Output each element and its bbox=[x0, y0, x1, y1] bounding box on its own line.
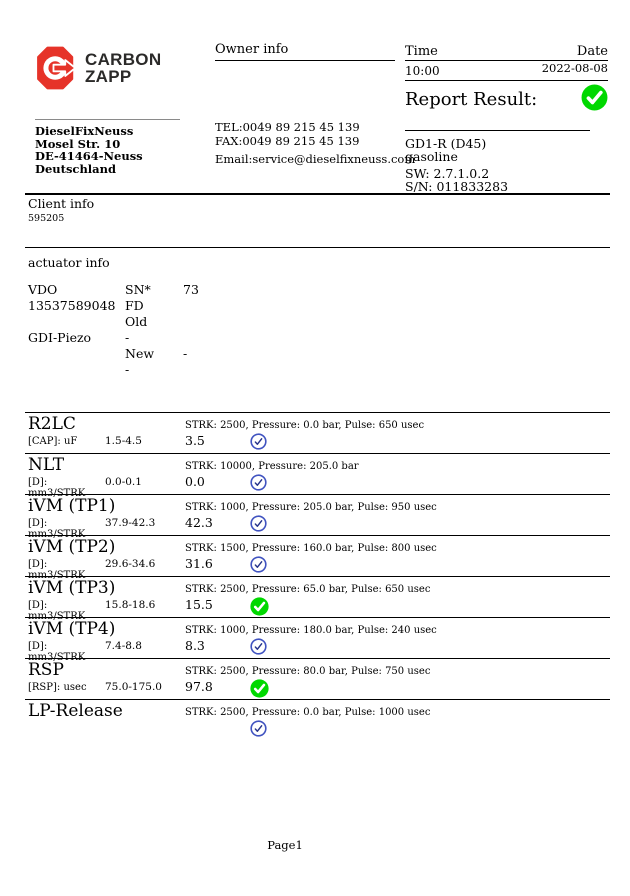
test-pass-icon bbox=[250, 474, 267, 491]
test-pass-icon bbox=[250, 515, 267, 532]
actuator-row bbox=[28, 282, 243, 298]
actuator-field-label: - bbox=[125, 362, 130, 377]
test-unit: [CAP]: uF bbox=[28, 436, 78, 447]
test-range: 7.4-8.8 bbox=[105, 640, 142, 652]
client-info bbox=[28, 196, 94, 224]
test-results-table bbox=[25, 412, 610, 740]
test-row-ivm-tp1 bbox=[25, 494, 610, 540]
actuator-field bbox=[28, 346, 125, 362]
test-pass-icon bbox=[250, 679, 269, 698]
test-unit: [D]: mm3/STRK bbox=[28, 518, 86, 540]
test-pass-icon bbox=[250, 433, 267, 450]
owner-tel: TEL:0049 89 215 45 139 bbox=[215, 120, 360, 134]
actuator-brand: VDO bbox=[28, 282, 58, 297]
test-range: 29.6-34.6 bbox=[105, 558, 156, 570]
test-unit bbox=[28, 720, 105, 723]
date-value: 2022-08-08 bbox=[541, 61, 608, 75]
device-model: GD1-R (D45) bbox=[405, 136, 487, 151]
test-row-nlt bbox=[25, 453, 610, 499]
actuator-field-value bbox=[183, 298, 243, 314]
actuator-field-value bbox=[183, 330, 243, 346]
test-pass-icon bbox=[250, 556, 267, 573]
test-range: 1.5-4.5 bbox=[105, 435, 142, 447]
test-name: RSP bbox=[28, 660, 64, 680]
actuator-row bbox=[28, 346, 243, 362]
actuator-row bbox=[28, 330, 243, 346]
test-unit: [D]: mm3/STRK bbox=[28, 559, 86, 581]
test-conditions: STRK: 2500, Pressure: 0.0 bar, Pulse: 650 usec bbox=[185, 420, 425, 431]
actuator-field bbox=[28, 314, 125, 330]
test-row-ivm-tp2 bbox=[25, 535, 610, 581]
test-value: 15.5 bbox=[185, 597, 213, 612]
test-row-lp-release bbox=[25, 699, 610, 740]
brand-logo bbox=[35, 45, 161, 91]
device-serial-number: S/N: 011833283 bbox=[405, 178, 509, 194]
test-row-rsp bbox=[25, 658, 610, 699]
device-software-version: SW: 2.7.1.0.2 bbox=[405, 166, 490, 181]
owner-fax: FAX:0049 89 215 45 139 bbox=[215, 133, 360, 148]
test-conditions: STRK: 2500, Pressure: 80.0 bar, Pulse: 750 usec bbox=[185, 666, 431, 677]
divider bbox=[25, 193, 610, 195]
test-unit: [D]: mm3/STRK bbox=[28, 477, 86, 499]
test-conditions: STRK: 2500, Pressure: 0.0 bar, Pulse: 1000 usec bbox=[185, 707, 431, 718]
actuator-field-label: FD bbox=[125, 298, 144, 313]
test-unit: [D]: mm3/STRK bbox=[28, 641, 86, 663]
actuator-part-number: 13537589048 bbox=[28, 298, 116, 313]
actuator-field-label: New bbox=[125, 346, 155, 361]
page-number: Page1 bbox=[267, 838, 303, 852]
test-conditions: STRK: 10000, Pressure: 205.0 bar bbox=[185, 461, 359, 472]
test-range: 75.0-175.0 bbox=[105, 681, 162, 693]
test-name: iVM (TP2) bbox=[28, 537, 116, 557]
actuator-field bbox=[28, 362, 125, 378]
carbonzapp-logo-icon bbox=[35, 45, 77, 91]
test-conditions: STRK: 1500, Pressure: 160.0 bar, Pulse: 800 usec bbox=[185, 543, 437, 554]
actuator-field-value: 73 bbox=[183, 282, 199, 297]
test-pass-icon bbox=[250, 720, 267, 737]
actuator-info-grid bbox=[28, 282, 243, 378]
test-range: 37.9-42.3 bbox=[105, 517, 156, 529]
report-result bbox=[405, 84, 608, 115]
owner-country: Deutschland bbox=[35, 161, 117, 176]
report-result-label: Report Result: bbox=[405, 89, 538, 110]
test-conditions: STRK: 2500, Pressure: 65.0 bar, Pulse: 650 usec bbox=[185, 584, 431, 595]
actuator-field-value bbox=[183, 362, 243, 378]
test-value: 42.3 bbox=[185, 515, 213, 530]
device-info bbox=[405, 130, 590, 193]
client-id: 595205 bbox=[28, 213, 65, 224]
time-label: Time bbox=[405, 44, 438, 59]
actuator-field-label: SN* bbox=[125, 282, 151, 297]
owner-name: DieselFixNeuss bbox=[35, 124, 134, 138]
date-label: Date bbox=[576, 44, 608, 59]
test-name: R2LC bbox=[28, 414, 76, 434]
actuator-row bbox=[28, 314, 243, 330]
test-value: 0.0 bbox=[185, 474, 205, 489]
test-row-ivm-tp3 bbox=[25, 576, 610, 622]
test-unit: [D]: mm3/STRK bbox=[28, 600, 86, 622]
owner-city: DE-41464-Neuss bbox=[35, 149, 143, 163]
test-row-ivm-tp4 bbox=[25, 617, 610, 663]
actuator-field-value bbox=[183, 314, 243, 330]
actuator-field-label: Old bbox=[125, 314, 148, 329]
test-value: 8.3 bbox=[185, 638, 205, 653]
test-row-r2lc bbox=[25, 412, 610, 453]
actuator-field-value: - bbox=[183, 346, 188, 361]
owner-street: Mosel Str. 10 bbox=[35, 136, 121, 151]
test-name: iVM (TP3) bbox=[28, 578, 116, 598]
client-info-heading: Client info bbox=[28, 196, 95, 211]
report-result-pass-icon bbox=[581, 84, 608, 115]
brand-wordmark: CARBON ZAPP bbox=[85, 50, 162, 86]
actuator-row bbox=[28, 298, 243, 314]
test-pass-icon bbox=[250, 638, 267, 655]
owner-email: Email:service@dieselfixneuss.com bbox=[215, 152, 416, 166]
test-name: LP-Release bbox=[28, 701, 123, 721]
test-range bbox=[105, 720, 185, 722]
actuator-type: GDI-Piezo bbox=[28, 330, 92, 345]
divider bbox=[25, 247, 610, 248]
test-value: 31.6 bbox=[185, 556, 213, 571]
test-range: 0.0-0.1 bbox=[105, 476, 142, 488]
device-fuel: gasoline bbox=[405, 148, 458, 164]
time-value: 10:00 bbox=[405, 64, 440, 78]
actuator-field-label: - bbox=[125, 330, 130, 345]
owner-address bbox=[35, 119, 180, 175]
actuator-row bbox=[28, 362, 243, 378]
owner-contact bbox=[215, 121, 415, 167]
test-unit: [RSP]: usec bbox=[28, 682, 87, 693]
test-conditions: STRK: 1000, Pressure: 180.0 bar, Pulse: 240 usec bbox=[185, 625, 437, 636]
test-conditions: STRK: 1000, Pressure: 205.0 bar, Pulse: 950 usec bbox=[185, 502, 437, 513]
test-name: NLT bbox=[28, 455, 65, 475]
test-name: iVM (TP4) bbox=[28, 619, 116, 639]
test-value: 97.8 bbox=[185, 679, 213, 694]
test-pass-icon bbox=[250, 597, 269, 616]
test-range: 15.8-18.6 bbox=[105, 599, 156, 611]
owner-info-heading: Owner info bbox=[215, 42, 395, 61]
time-date-block bbox=[405, 44, 608, 81]
test-name: iVM (TP1) bbox=[28, 496, 116, 516]
test-value: 3.5 bbox=[185, 433, 205, 448]
actuator-info-heading: actuator info bbox=[28, 255, 110, 270]
